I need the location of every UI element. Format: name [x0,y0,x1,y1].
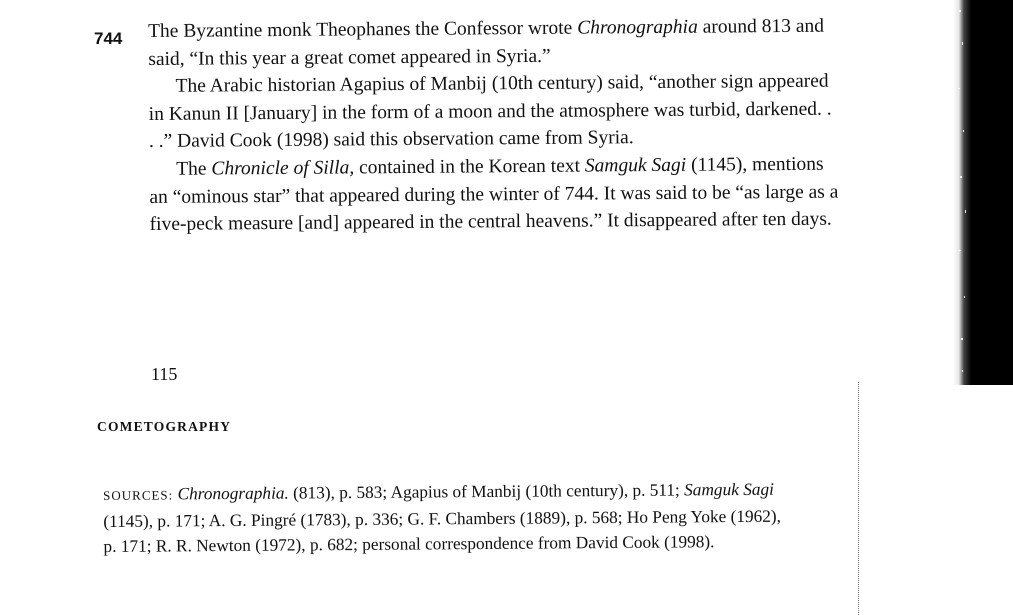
italic-title: Chronographia. [177,483,289,504]
page-number: 115 [151,364,178,384]
sources-text: Chronographia. (813), p. 583; Agapius of Manbij (10th century), p. 511; Samguk Sagi (1145), p. 171; A. G. Pingré (1783), p. 336; G. F. Chambers (1889), p. 568; Ho Peng Yoke (1962), p. 171; R. R. Newton (1972), p. 682; personal correspondence from David Cook (1998). [103,479,782,556]
italic-title: Chronographia [577,16,698,39]
italic-title: Chronicle of Silla, [211,157,355,180]
entry-paragraph-1: The Byzantine monk Theophanes the Confessor wrote Chronographia around 813 and said, “In this year a great comet appeared in Syria.” [148,15,825,70]
sources-note [103,477,798,560]
entry-body-text [148,13,840,239]
scan-margin-dotted-line [858,382,859,615]
italic-title: Samguk Sagi [584,154,687,177]
entry-year-heading: 744 [94,29,123,48]
scan-edge-specks [949,0,1013,385]
entry-paragraph-3: The Chronicle of Silla, contained in the Korean text Samguk Sagi (1145), mentions an “ominous star” that appeared during the winter of 744. It was said to be “as large as a five-peck measure [and] appeared in the central heavens.” It disappeared after ten days. [149,153,839,236]
running-title: COMETOGRAPHY [97,419,232,434]
sources-label: SOURCES: [103,487,174,503]
entry-paragraph-2: The Arabic historian Agapius of Manbij (10th century) said, “another sign appeared in Kanun II [January] in the form of a moon and the atmosphere was turbid, darkened. . . .” David Cook (1998) said this observation came from Syria. [148,70,832,153]
italic-title: Samguk Sagi [684,479,774,500]
